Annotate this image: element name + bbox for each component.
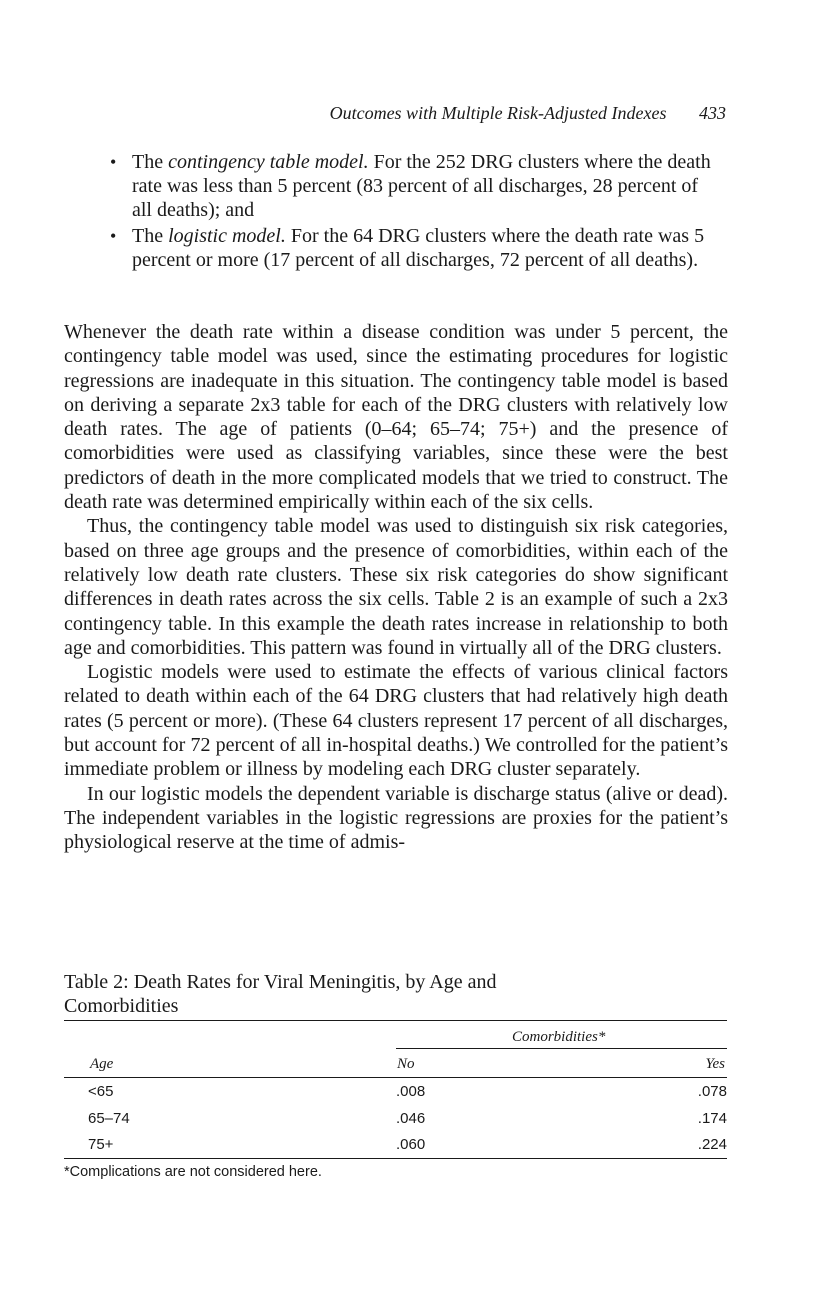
table-caption-line: Comorbidities	[64, 995, 179, 1017]
bullet-item	[96, 150, 716, 223]
bullet-list	[96, 150, 716, 273]
paragraph: In our logistic models the dependent variable is discharge status (alive or dead). The independent variables in the logistic regressions are proxies for the patient’s physiological reserve at the time of admis-	[64, 782, 728, 854]
bullet-dot-icon: •	[110, 225, 117, 246]
table-cell-age: <65	[88, 1083, 114, 1100]
running-head	[64, 103, 726, 124]
table-caption	[64, 970, 664, 1018]
bullet-text: For the 64 DRG clusters where the death rate was 5 percent or more (17 percent of all discharges, 72 percent of all deaths).	[132, 224, 705, 271]
paragraph: Thus, the contingency table model was used to distinguish six risk categories, based on three age groups and the presence of comorbidities, within each of the relatively low death rate clusters. These six risk categories do show significant differences in death rates across the six cells. Table 2 is an example of such a 2x3 contingency table. In this example the death rates increase in relationship to both age and comorbidities. This pattern was found in virtually all of the DRG clusters.	[64, 515, 728, 659]
bullet-lead: The	[132, 151, 169, 173]
page-number: 433	[699, 103, 726, 123]
paragraph: Whenever the death rate within a disease condition was under 5 percent, the contingency table model was used, since the estimating procedures for logistic regressions are inadequate in this situation. The contingency table model is based on deriving a separate 2x3 table for each of the DRG clusters with relatively low death rates. The age of patients (0–64; 65–74; 75+) and the presence of comorbidities were used as classifying variables, since these were the best predictors of death in the more complicated models that we tried to construct. The death rate was determined empirically within each of the six cells.	[64, 321, 728, 514]
bullet-item	[96, 224, 716, 272]
bullet-term: logistic model.	[168, 224, 286, 247]
comorbidities-group-header: Comorbidities*	[512, 1029, 606, 1045]
bullet-dot-icon: •	[110, 152, 117, 172]
table-cell-age: 75+	[88, 1136, 114, 1153]
bullet-term: contingency table model.	[168, 151, 369, 173]
table-caption-line: Table 2: Death Rates for Viral Meningitis, by Age and	[64, 971, 497, 993]
table-footnote: *Complications are not considered here.	[64, 1164, 322, 1180]
column-header-no: No	[397, 1056, 415, 1072]
table-cell-yes: .078	[697, 1083, 727, 1100]
bullet-text: For the 252 DRG clusters where the death rate was less than 5 percent (83 percent of all discharges, 28 percent of all deaths); and	[132, 151, 711, 222]
table-top-rule	[64, 1020, 727, 1021]
bullet-lead: The	[132, 224, 169, 247]
group-header-rule	[396, 1048, 727, 1049]
paragraph: Logistic models were used to estimate the effects of various clinical factors related to death within each of the 64 DRG clusters that had relatively high death rates (5 percent or more). (These 64 clusters represent 17 percent of all discharges, but account for 72 percent of all in-hospital deaths.) We controlled for the patient’s immediate problem or illness by modeling each DRG cluster separately.	[64, 661, 728, 781]
body-text	[64, 320, 728, 855]
table-cell-yes: .174	[697, 1110, 727, 1127]
running-title: Outcomes with Multiple Risk-Adjusted Indexes	[329, 103, 667, 123]
table-cell-no: .046	[396, 1110, 426, 1127]
table-cell-yes: .224	[697, 1136, 727, 1153]
column-header-age: Age	[90, 1056, 114, 1072]
column-header-yes: Yes	[705, 1056, 725, 1072]
table-bottom-rule	[64, 1158, 727, 1159]
table-cell-no: .008	[396, 1083, 426, 1100]
table-cell-no: .060	[396, 1136, 426, 1153]
table-cell-age: 65–74	[88, 1110, 130, 1127]
header-rule	[64, 1077, 727, 1078]
